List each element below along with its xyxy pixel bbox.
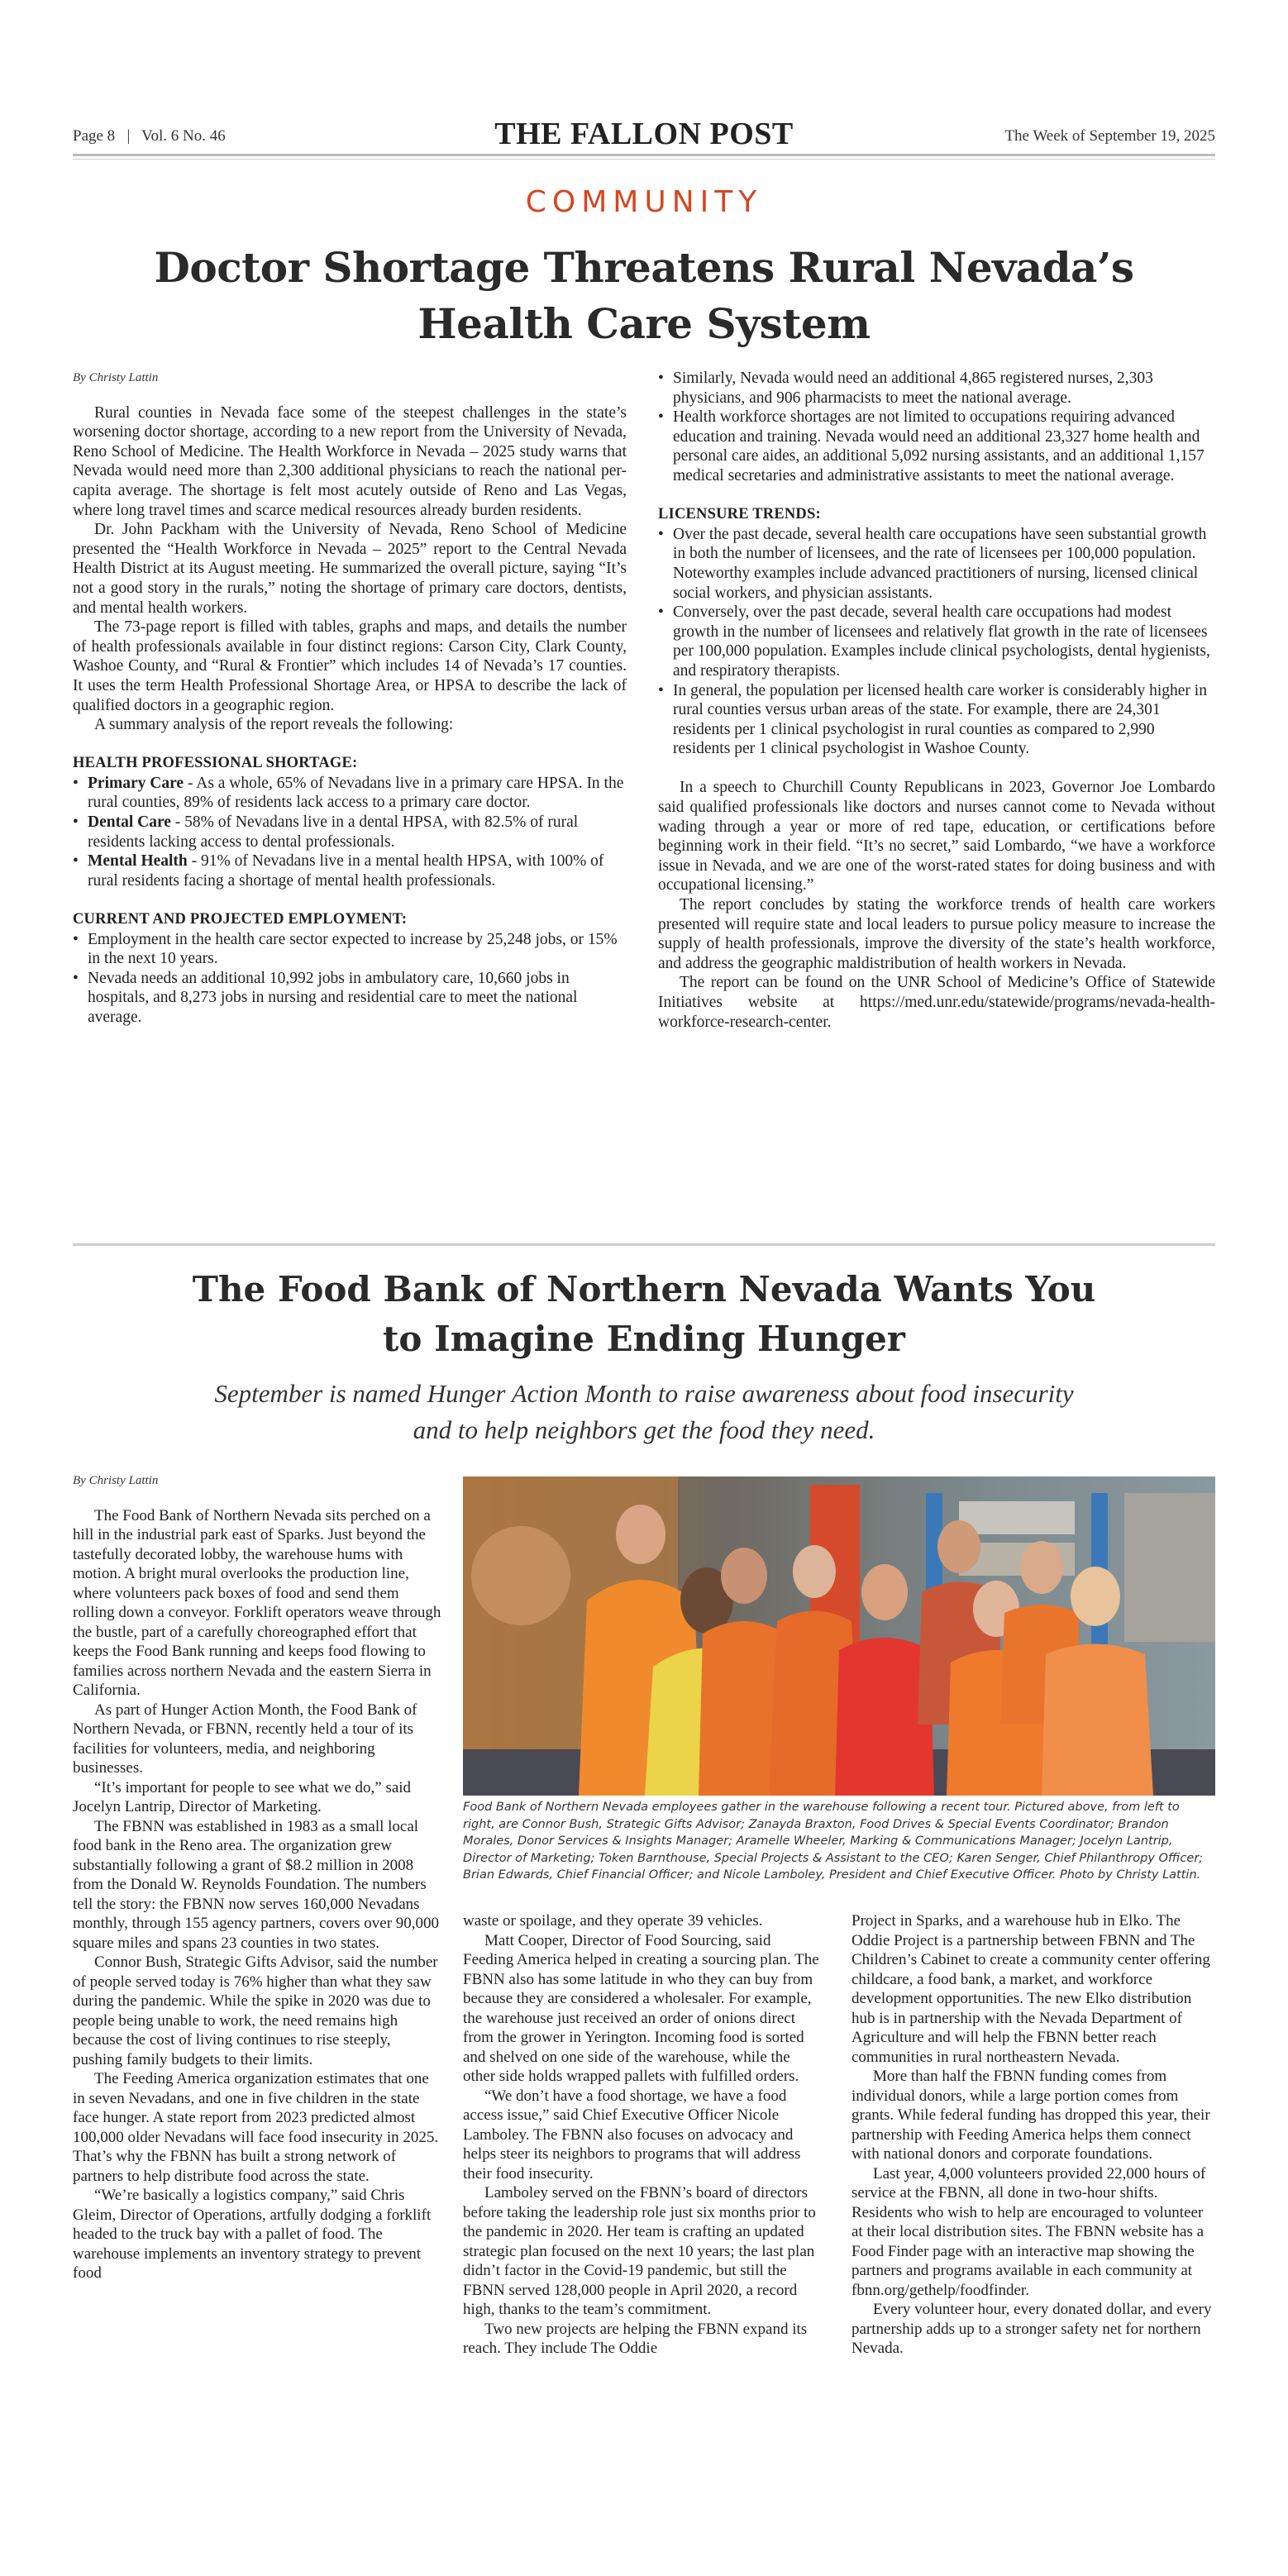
paragraph: Matt Cooper, Director of Food Sourcing, said Feeding America helped in creating a sourcing plan. The FBNN also has some latitude in who they can buy from because they are considered a wholesaler. For example, the warehouse just received an order of onions direct from the grower in Yerington. Incoming food is sorted and shelved on one side of the warehouse, while the other side holds wrapped pallets with fulfilled orders. [463,1931,819,2085]
paragraph: Every volunteer hour, every donated dollar, and every partnership adds up to a stronger safety net for northern Nevada. [852,2301,1212,2357]
article2-deck [73,1376,1215,1448]
photo-caption: Food Bank of Northern Nevada employees gather in the warehouse following a recent tour. Pictured above, from left to right, are Connor Bush, Strategic Gifts Advisor; Zanayda Braxton, Food Drives & Special Events Coordinator; Brandon Morales, Donor Services & Insights Manager; Aramelle Wheeler, Marking & Communications Manager; Jocelyn Lantrip, Director of Marketing; Token Barnthouse, Special Projects & Assistant to the CEO; Karen Senger, Chief Philanthropy Officer; Brian Edwards, Chief Financial Officer; and Nicole Lamboley, President and Chief Executive Officer. Photo by Christy Lattin. [463,1801,1204,1882]
subhead-shortage: HEALTH PROFESSIONAL SHORTAGE: [73,755,358,772]
subhead-licensure: LICENSURE TRENDS: [658,506,821,523]
paragraph: The report can be found on the UNR School of Medicine’s Office of Statewide Initiatives website at https://med.unr.edu/statewide/programs/nevada-health-workforce-research-center. [658,974,1215,1031]
paragraph: The 73-page report is filled with tables, graphs and maps, and details the number of health professionals available in four distinct regions: Carson City, Clark County, Washoe County, and “Rural & Frontier” which includes 14 of Nevada’s 17 counties. It uses the term Health Professional Shortage Area, or HPSA to describe the lack of qualified doctors in a geographic region. [73,618,627,714]
list-item: • Dental Care - 58% of Nevadans live in a dental HPSA, with 82.5% of rural residents lacking access to dental professionals. [73,813,579,851]
list-item: • In general, the population per licensed health care worker is considerably higher in rural counties versus urban areas of the state. For example, there are 24,301 residents per 1 clinical psychologist in rural counties as compared to 2,990 residents per 1 clinical psychologist in Washoe County. [658,681,1207,758]
issue-date: The Week of September 19, 2025 [1004,127,1215,145]
paragraph: Two new projects are helping the FBNN expand its reach. They include The Oddie [463,2320,808,2357]
volume-issue: Vol. 6 No. 46 [141,127,226,145]
headline-line: Doctor Shortage Threatens Rural Nevada’s [154,243,1134,292]
paragraph: Dr. John Packham with the University of Nevada, Reno School of Medicine presented the “Health Workforce in Nevada – 2025” report to the Central Nevada Health District at its August meeting. He summarized the overall picture, saying “It’s not a good story in the rurals,” noting the shortage of primary care doctors, dentists, and mental health workers. [73,521,627,617]
paragraph: A summary analysis of the report reveals the following: [94,716,454,734]
article2-column-2 [463,1911,823,2359]
page-number: Page 8 [73,127,116,145]
paragraph: The FBNN was established in 1983 as a small local food bank in the Reno area. The organization grew substantially following a grant of $8.2 million in 2008 from the Donald W. Reynolds Foundation. The numbers tell the story: the FBNN now serves 160,000 Nevadans monthly, through 155 agency partners, covers over 90,000 square miles and spans 23 counties in two states. [73,1817,440,1952]
paragraph: “We’re basically a logistics company,” said Chris Gleim, Director of Operations, artfully dodging a forklift headed to the truck bay with a pallet of food. The warehouse implements an inventory strategy to prevent food [73,2187,432,2282]
article2-column-3 [852,1911,1215,2359]
headline-line: The Food Bank of Northern Nevada Wants You [192,1269,1096,1309]
paragraph: The report concludes by stating the workforce trends of health care workers presented will require state and local leaders to pursue policy measure to increase the supply of health professionals, improve the diversity of the state’s health workforce, and address the geographic maldistribution of health workers in Nevada. [658,896,1215,972]
article1-column-right [658,369,1215,1032]
paragraph: The Food Bank of Northern Nevada sits perched on a hill in the industrial park east of Sparks. Just beyond the tastefully decorated lobby, the warehouse hums with motion. A bright mural overlooks the production line, where volunteers pack boxes of food and send them rolling down a conveyor. Forklift operators weave through the bustle, part of a carefully choreographed effort that keeps the Food Bank running and keeps food flowing to families across northern Nevada and the eastern Sierra in California. [73,1506,441,1699]
headline-line: Health Care System [417,299,871,348]
article2-column-1 [73,1472,441,2283]
newspaper-page [73,0,1215,2576]
paragraph: Project in Sparks, and a warehouse hub in Elko. The Oddie Project is a partnership between FBNN and The Children’s Cabinet to create a community center offering childcare, a food bank, a market, and workforce development opportunities. The new Elko distribution hub is in partnership with the Nevada Department of Agriculture and will help the FBNN better reach communities in rural northeastern Nevada. [852,1912,1210,2066]
list-item: • Primary Care - As a whole, 65% of Nevadans live in a primary care HPSA. In the rural counties, 89% of residents lack access to a primary care doctor. [73,774,624,812]
paragraph: Connor Bush, Strategic Gifts Advisor, said the number of people served today is 76% higher than what they saw during the pandemic. While the spike in 2020 was due to people being unable to work, the need remains high because the cost of living continues to rise steeply, pushing family budgets to their limits. [73,1953,438,2068]
list-item: • Nevada needs an additional 10,992 jobs in ambulatory care, 10,660 jobs in hospitals, and 8,273 jobs in nursing and residential care to meet the national average. [73,969,578,1026]
separator: | [126,127,131,145]
list-item: • Health workforce shortages are not limited to occupations requiring advanced education and training. Nevada would need an additional 23,327 home health and personal care aides, an additional 5,092 nursing assistants, and an additional 1,157 medical secretaries and administrative assistants to meet the national average. [658,408,1205,484]
article1-byline: By Christy Lattin [73,371,159,384]
paragraph: The Feeding America organization estimates that one in seven Nevadans, and one in five children in the state face hunger. A state report from 2023 predicted almost 100,000 older Nevadans will face food insecurity in 2025. That’s why the FBNN has built a strong network of partners to help distribute food across the state. [73,2070,439,2185]
deck-line: and to help neighbors get the food they need. [413,1415,875,1444]
paragraph: “We don’t have a food shortage, we have a food access issue,” said Chief Executive Officer Nicole Lamboley. The FBNN also focuses on advocacy and helps steer its neighbors to programs that will address their food insecurity. [463,2087,801,2182]
masthead-rule [73,154,1215,156]
masthead-rule-thin [73,159,1215,160]
list-item: • Employment in the health care sector expected to increase by 25,248 jobs, or 15% in the next 10 years. [73,930,618,968]
article2-headline [73,1265,1215,1364]
paragraph: Last year, 4,000 volunteers provided 22,000 hours of service at the FBNN, all done in two-hour shifts. Residents who wish to help are encouraged to volunteer at their local distribution sites. The FBNN website has a Food Finder page with an interactive map showing the partners and programs available in each community at fbnn.org/gethelp/foodfinder. [852,2164,1206,2299]
article2-byline: By Christy Lattin [73,1474,159,1487]
article1-column-left [73,369,627,1028]
paragraph: In a speech to Churchill County Republicans in 2023, Governor Joe Lombardo said qualified professionals like doctors and nurses cannot come to Nevada without wading through a year or more of red tape, education, or certifications before beginning work in their field. “It’s no secret,” said Lombardo, “we have a workforce issue in Nevada, and we are one of the worst-rated states for doing business and with occupational licensing.” [658,779,1215,894]
paragraph: waste or spoilage, and they operate 39 vehicles. [463,1912,763,1930]
masthead [73,116,1215,152]
list-item: • Mental Health - 91% of Nevadans live in a mental health HPSA, with 100% of rural residents facing a shortage of mental health professionals. [73,852,604,890]
staff-group-photo [463,1476,1215,1796]
paragraph: More than half the FBNN funding comes from individual donors, while a large portion comes from grants. While federal funding has dropped this year, their partnership with Feeding America helps them connect with national donors and corporate foundations. [852,2068,1210,2163]
article1-headline [73,240,1215,352]
section-label: COMMUNITY [525,185,763,219]
photo-illustration [463,1476,1215,1796]
list-item: • Similarly, Nevada would need an additional 4,865 registered nurses, 2,303 physicians, and 906 pharmacists to meet the national average. [658,370,1153,407]
paragraph: As part of Hunger Action Month, the Food Bank of Northern Nevada, or FBNN, recently held a tour of its facilities for volunteers, media, and neighboring businesses. [73,1701,417,1777]
paragraph: Lamboley served on the FBNN’s board of directors before taking the leadership role just six months prior to the pandemic in 2020. Her team is crafting an updated strategic plan focused on the next 10 years; the last plan didn’t factor in the Covid-19 pandemic, but still the FBNN served 128,000 people in April 2020, a record high, thanks to the team’s commitment. [463,2184,816,2318]
paragraph: Rural counties in Nevada face some of the steepest challenges in the state’s worsening doctor shortage, according to a new report from the University of Nevada, Reno School of Medicine. The Health Workforce in Nevada – 2025 study warns that Nevada would need more than 2,300 additional physicians to reach the national per-capita average. The shortage is felt most acutely outside of Reno and Las Vegas, where long travel times and scarce medical resources already burden residents. [73,403,627,519]
list-item: • Over the past decade, several health care occupations have seen substantial growth in both the number of licensees, and the rate of licensees per 100,000 population. Noteworthy examples include advanced practitioners of nursing, licensed clinical social workers, and physician assistants. [658,525,1207,602]
newspaper-title: THE FALLON POST [494,117,794,151]
article-divider [73,1243,1215,1246]
list-item: • Conversely, over the past decade, several health care occupations had modest growth in the number of licensees and relatively flat growth in the rate of licensees per 100,000 population. Examples include clinical psychologists, dental hygienists, and respiratory therapists. [658,603,1210,680]
headline-line: to Imagine Ending Hunger [383,1319,905,1359]
deck-line: September is named Hunger Action Month to raise awareness about food insecurity [214,1379,1074,1408]
paragraph: “It’s important for people to see what we do,” said Jocelyn Lantrip, Director of Marketing. [73,1778,412,1815]
subhead-employment: CURRENT AND PROJECTED EMPLOYMENT: [73,911,408,928]
